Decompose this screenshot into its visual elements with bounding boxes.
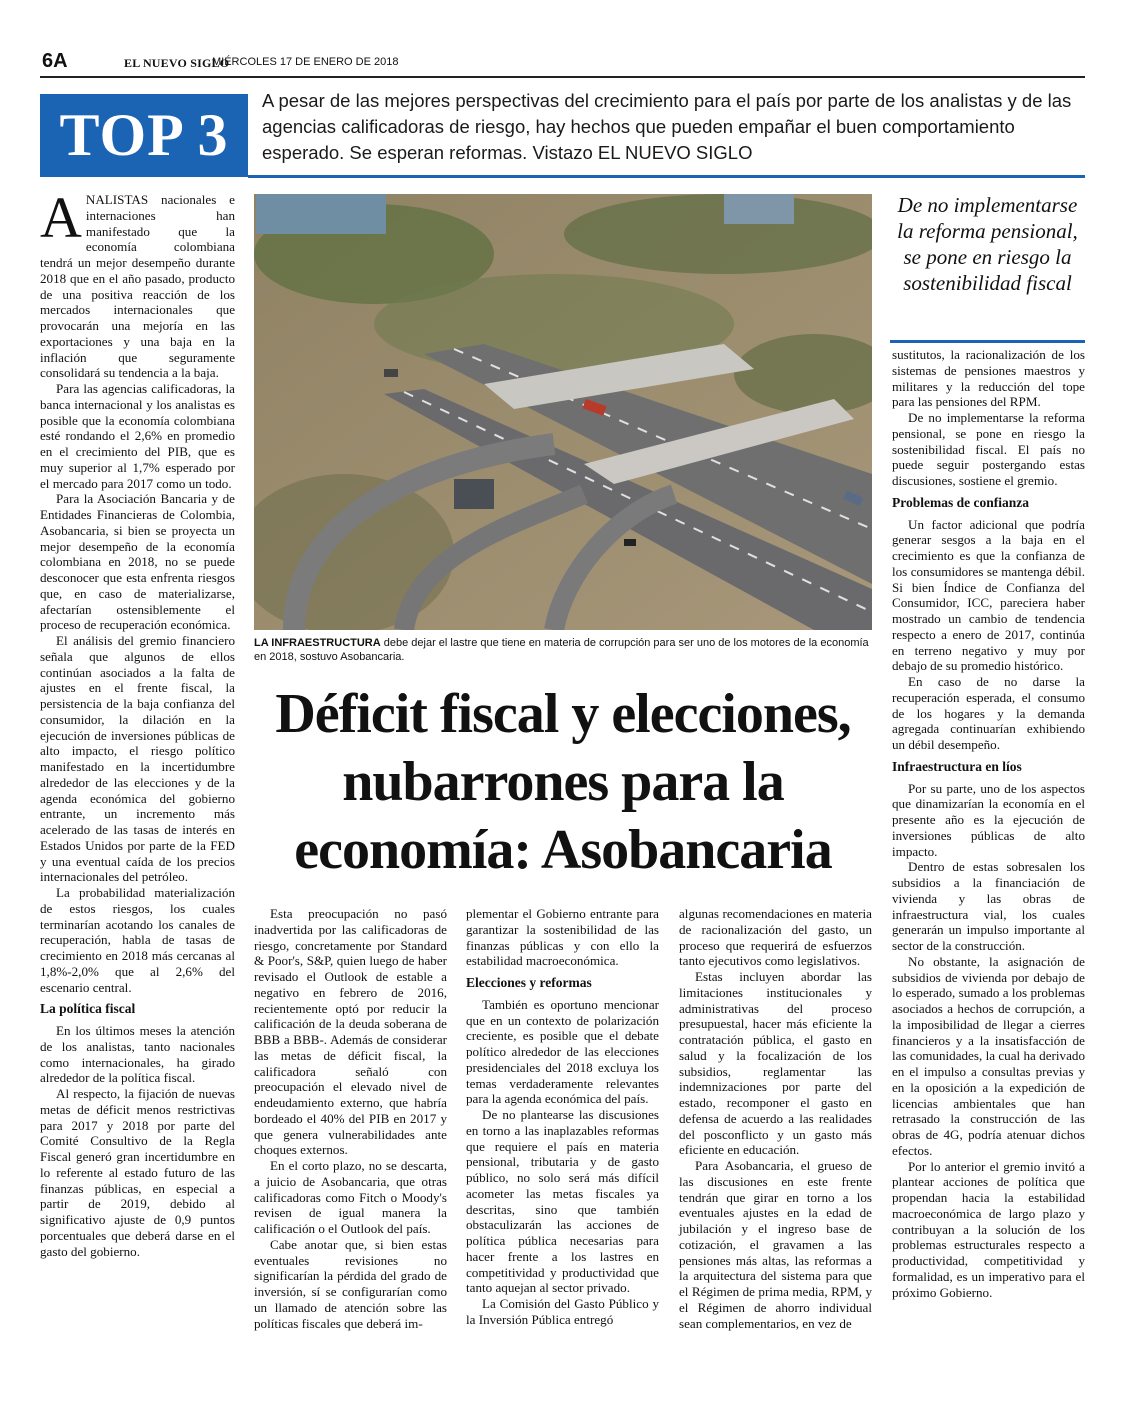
pull-quote: De no implementarse la reforma pensional, se pone en riesgo la sostenibilidad fiscal [897,193,1078,295]
page-header [40,50,1085,78]
top3-badge: TOP 3 [40,94,248,177]
paragraph: En los últimos meses la atención de los analistas, tanto nacionales como internacionales, ha girado alrededor de la política fiscal. [40,1023,235,1086]
column-1 [40,185,235,1259]
lead-paragraph: ANALISTAS nacionales e internaciones han manifestado que la economía colombiana tendrá un mejor desempeño durante 2018 que en el año pasado, producto de una positiva reacción de los mercados internacionales que provocarán una mejoría en las exportaciones y una baja en la inflación que seguramente consolidará su tendencia a la baja. [40,185,235,381]
paragraph: Dentro de estas sobresalen los subsidios a la financiación de vivienda y las obras de infraestructura vial, los cuales generarán un impulso importante al sector de la construcción. [892,859,1085,953]
column-2 [254,906,447,1331]
paragraph: Por su parte, uno de los aspectos que dinamizarían la economía en el presente año es la ejecución de inversiones públicas de alto impacto. [892,780,1085,859]
subhead-problemas-confianza: Problemas de confianza [892,494,1029,510]
intro-rule [248,175,1085,178]
paragraph: La probabilidad materialización de estos riesgos, los cuales terminarían acotando los canales de recuperación, habla de tasas de crecimiento en 2018 más cercanas al 1,8%-2,0% que al 2,6% del escenario central. [40,885,235,995]
subhead-politica-fiscal: La política fiscal [40,1001,136,1017]
paragraph: La Comisión del Gasto Público y la Inversión Pública entregó [466,1296,659,1327]
paragraph: sustitutos, la racionalización de los sistemas de pensiones maestros y militares y la reducción del tope para las pensiones del RPM. [892,347,1085,410]
paragraph: De no implementarse la reforma pensional, se pone en riesgo la sostenibilidad fiscal. El país no puede seguir postergando estas discusiones, sostiene el gremio. [892,410,1085,488]
paragraph: También es oportuno mencionar que en un contexto de polarización creciente, es posible que el debate político alrededor de las elecciones presidenciales del 2018 excluya los temas verdaderamente relevantes para la agenda económica del país. [466,996,659,1107]
paragraph: Cabe anotar que, si bien estas eventuales revisiones no significarían la pérdida del grado de inversión, sí se configurarían como un llamado de atención sobre las políticas fiscales que deberá im- [254,1236,447,1331]
paragraph: algunas recomendaciones en materia de racionalización del gasto, un proceso que requerirá de esfuerzos tanto ejecutivos como legislativos. [679,906,872,969]
paragraph: Para Asobancaria, el grueso de las discusiones en este frente tendrán que girar en torno a los eventuales ajustes en la edad de jubilación y el ingreso base de cotización, el gravamen a las pensiones más altas, las reformas a la arquitectura del sistema para que el Régimen de prima media, RPM, y el Régimen de ahorro individual sean complementarios, en vez de [679,1158,872,1331]
issue-date: MIÉRCOLES 17 DE ENERO DE 2018 [212,56,399,68]
paragraph: Estas incluyen abordar las limitaciones institucionales y administrativas del proceso presupuestal, hacer más eficiente la contratación pública, el gasto en salud y la focalización de los subsidios, reglamentar las indemnizaciones por parte del estado, recomponer el gasto en defensa de acuerdo a las realidades del posconflicto y un gasto más eficiente en educación. [679,969,872,1158]
paragraph: Un factor adicional que podría generar sesgos a la baja en el crecimiento es que la confianza de los consumidores se mantenga débil. Si bien Índice de Confianza del Consumidor, ICC, pareciera haber mostrado un cambio de tendencia respecto a enero de 2017, continúa en terreno negativo y muy por debajo de su promedio histórico. [892,516,1085,674]
paragraph: El análisis del gremio financiero señala que algunos de ellos continúan asociados a la falta de ajustes en el frente fiscal, la persistencia de la baja confianza del consumidor, la dilación en la ejecución de inversiones públicas de alto impacto, el riesgo político manifestado en la incertidumbre alrededor de las elecciones y de la agenda económica del gobierno entrante, un incremento más acelerado de las tasas de interés en Estados Unidos por parte de la FED y una eventual caída de los precios internacionales del petróleo. [40,633,235,885]
highway-aerial-illustration [254,194,872,630]
photo-caption: LA INFRAESTRUCTURA debe dejar el lastre que tiene en materia de corrupción para ser uno de los motores de la economía en 2018, sostuvo Asobancaria. [254,637,869,663]
subhead-elecciones-reformas: Elecciones y reformas [466,975,592,990]
column-5 [892,347,1085,1300]
drop-cap: A [40,185,82,250]
paragraph: Para las agencias calificadoras, la banca internacional y los analistas es posible que la economía colombiana esté rondando el 2,6% en promedio en el crecimiento del PIB, que es muy superior al 1,7% esperado por el mercado para 2017 como un todo. [40,381,235,491]
infrastructure-photo [254,194,872,630]
paragraph: En caso de no darse la recuperación esperada, el consumo de los hogares y la demanda agregada continuarían exhibiendo un débil desempeño. [892,674,1085,752]
paragraph: plementar el Gobierno entrante para garantizar la sostenibilidad de las finanzas públicas y con ello la estabilidad macroeconómica. [466,906,659,969]
paragraph: De no plantearse las discusiones en torno a las inaplazables reformas que requiere el país en materia pensional, tributaria y de gasto público, no solo será más difícil acometer las metas fiscales ya descritas, sino que también obstaculizarán las acciones de política pública necesarias para hacer frente a los lastres en competitividad y productividad que tanto aquejan al sector privado. [466,1107,659,1296]
paragraph: Esta preocupación no pasó inadvertida por las calificadoras de riesgo, concretamente por Standard & Poor's, S&P, quien luego de haber revisado el Outlook de estable a negativo en febrero de 2016, recientemente optó por reducir la calificación de la deuda soberana de BBB a BBB-. Además de considerar las metas de déficit fiscal, la calificadora señaló con preocupación el elevado nivel de endeudamiento externo, que habría bordeado el 40% del PIB en 2017 y que genera vulnerabilidades ante choques externos. [254,906,447,1158]
column-3 [466,906,659,1328]
intro-text: A pesar de las mejores perspectivas del crecimiento para el país por parte de los analistas y de las agencias calificadoras de riesgo, hay hechos que pueden empañar el buen comportamiento esperado. Se esperan reformas. Vistazo EL NUEVO SIGLO [262,90,1072,163]
column-4 [679,906,872,1331]
paragraph: En el corto plazo, no se descarta, a juicio de Asobancaria, que otras calificadoras como Fitch o Moody's revisen de igual manera la calificación o el Outlook del país. [254,1158,447,1236]
paragraph: Al respecto, la fijación de nuevas metas de déficit menos restrictivas para 2017 y 2018 por parte del Comité Consultivo de la Regla Fiscal generó gran incertidumbre en lo referente al estado futuro de las finanzas públicas, en especial a partir de 2019, debido al significativo ajuste de 0,9 puntos porcentuales que deberá darse en el gasto del gobierno. [40,1086,235,1259]
subhead-infraestructura-lios: Infraestructura en líos [892,758,1022,774]
newspaper-name: EL NUEVO SIGLO [124,56,230,70]
pull-quote-rule [890,340,1085,343]
paragraph: No obstante, la asignación de subsidios de vivienda por debajo de lo esperado, sumado a los problemas asociados a hechos de corrupción, a la imposibilidad de llegar a cierres financieros y a la insatisfacción de las comunidades, la cual ha derivado en el impulso a consultas previas y en la oposición a la expedición de licencias ambientales que han retrasado la construcción de las obras de 4G, podría atenuar dichos efectos. [892,953,1085,1158]
paragraph: Para la Asociación Bancaria y de Entidades Financieras de Colombia, Asobancaria, si bien se proyecta un mejor desempeño de la economía colombiana en 2018, no se puede desconocer que esta enfrenta riesgos que, en caso de materializarse, afectarían ostensiblemente el proceso de recuperación económica. [40,491,235,633]
article-headline: Déficit fiscal y elecciones, nubarrones para la economía: Asobancaria [275,683,851,881]
paragraph: Por lo anterior el gremio invitó a plantear acciones de política que propendan hacia la estabilidad macroeconómica de largo plazo y contribuyan a la solución de los problemas estructurales respecto a productividad, competitividad y formalidad, es un imperativo para el próximo Gobierno. [892,1158,1085,1300]
page-number: 6A [42,50,68,72]
